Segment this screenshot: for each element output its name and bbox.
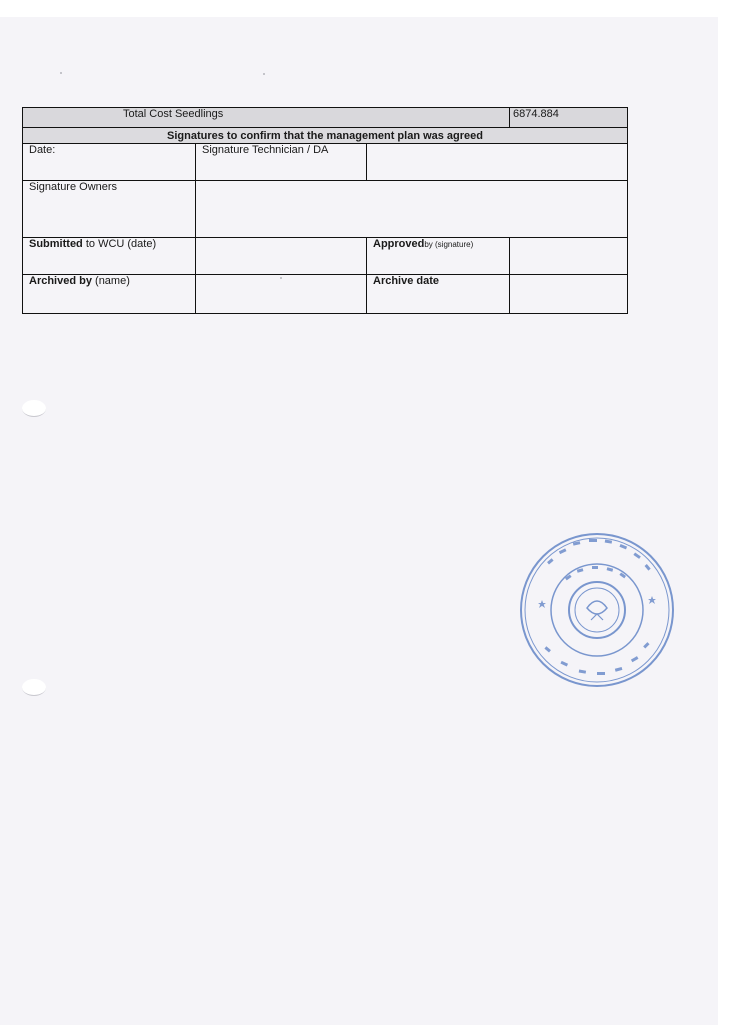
total-cost-value: 6874.884: [510, 108, 628, 128]
management-plan-signature-table: [22, 107, 628, 314]
date-technician-row: [23, 144, 628, 181]
date-label: Date:: [29, 144, 56, 156]
owners-label-cell: [23, 181, 196, 238]
archived-row: [23, 275, 628, 314]
archived-label-bold: Archived by: [29, 275, 92, 287]
archive-date-field[interactable]: [510, 275, 628, 314]
archive-date-label: Archive date: [373, 275, 440, 287]
total-cost-row: [23, 108, 628, 128]
approved-label-bold: Approved: [373, 238, 425, 250]
date-field[interactable]: [23, 144, 196, 181]
paper-speck: [60, 72, 62, 74]
submitted-date-field[interactable]: [196, 238, 367, 275]
technician-signature-label: Signature Technician / DA: [202, 144, 329, 156]
owners-signature-field[interactable]: [196, 181, 628, 238]
punch-hole-bottom: [22, 679, 46, 696]
approved-signature-field[interactable]: [510, 238, 628, 275]
submitted-approved-row: [23, 238, 628, 275]
approved-label-small: by (signature): [424, 240, 474, 249]
archived-name-field[interactable]: [196, 275, 367, 314]
approved-label-cell: [367, 238, 510, 275]
punch-hole-top: [22, 400, 46, 417]
submitted-label-rest: to WCU (date): [82, 238, 157, 250]
submitted-label-bold: Submitted: [29, 238, 83, 250]
owners-signature-label: Signature Owners: [29, 181, 118, 193]
submitted-label-cell: [23, 238, 196, 275]
archived-label-rest: (name): [91, 275, 130, 287]
technician-signature-field[interactable]: [367, 144, 628, 181]
archived-label-cell: [23, 275, 196, 314]
signatures-heading-row: [23, 128, 628, 144]
official-seal-icon: [517, 530, 677, 690]
signatures-heading: Signatures to confirm that the management plan was agreed: [23, 128, 628, 144]
paper-speck: [263, 73, 265, 75]
technician-signature-label-cell: [196, 144, 367, 181]
owners-row: [23, 181, 628, 238]
total-cost-label: Total Cost Seedlings: [23, 108, 510, 128]
archive-date-label-cell: [367, 275, 510, 314]
